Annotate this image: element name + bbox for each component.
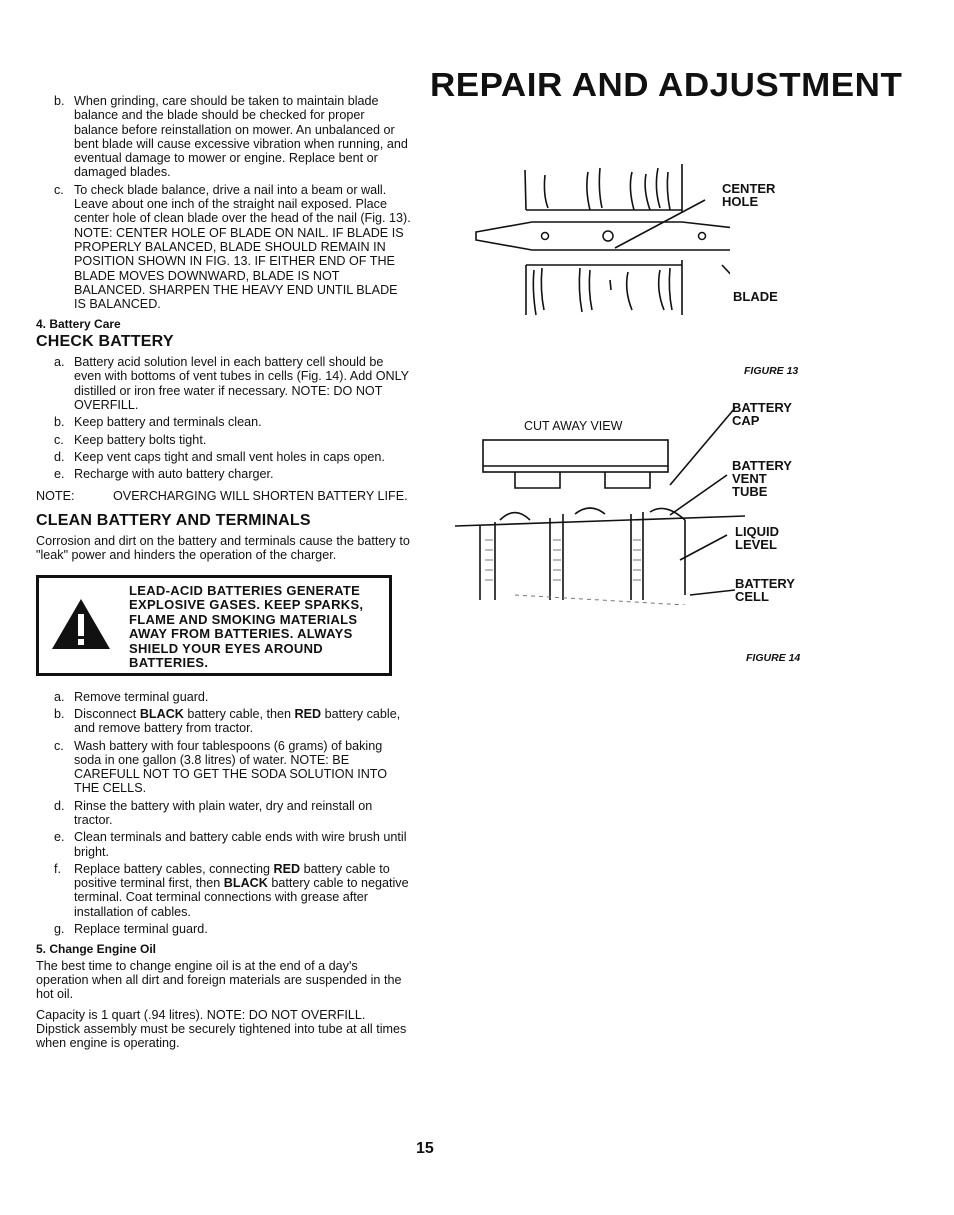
list-marker: b.: [54, 706, 65, 721]
list-text: Keep battery and terminals clean.: [74, 415, 262, 430]
figure-13-blade-diagram: [470, 160, 730, 320]
list-text: Clean terminals and battery cable ends with wire brush until bright.: [74, 830, 407, 859]
page-title: REPAIR AND ADJUSTMENT: [430, 66, 903, 103]
list-item: [54, 467, 412, 481]
oil-paragraph-2: Capacity is 1 quart (.94 litres). NOTE: DO NOT OVERFILL. Dipstick assembly must be securely tightened into tube at all times when engine is operating.: [36, 1007, 407, 1051]
figure-13-caption: FIGURE 13: [744, 365, 799, 377]
list-marker: b.: [54, 415, 65, 430]
list-marker: c.: [54, 432, 64, 447]
liquid-level-label: LIQUID LEVEL: [735, 524, 780, 552]
warning-box: [36, 575, 392, 676]
list-item: [54, 450, 412, 464]
list-marker: g.: [54, 922, 65, 937]
list-item: [54, 799, 412, 828]
list-marker: b.: [54, 94, 65, 108]
note-label: NOTE:: [36, 489, 75, 504]
list-text: Replace battery cables, connecting RED battery cable to positive terminal first, then BLACK battery cable to negative terminal. Coat terminal connections with grease after installation of cables.: [74, 861, 409, 919]
warning-triangle-icon: [51, 598, 111, 650]
list-marker: d.: [54, 449, 65, 464]
list-item: [54, 707, 412, 736]
list-item: [54, 830, 412, 859]
blade-label: BLADE: [733, 289, 778, 304]
list-text: Battery acid solution level in each battery cell should be even with bottoms of vent tubes in cells (Fig. 14). Add ONLY distilled or iron free water if necessary. NOTE: DO NOT OVERFILL.: [74, 355, 409, 412]
list-text: Wash battery with four tablespoons (6 grams) of baking soda in one gallon (3.8 litres) of water. NOTE: BE CAREFULL NOT TO GET THE SODA SOLUTION INTO THE CELLS.: [74, 738, 388, 796]
list-marker: e.: [54, 467, 65, 482]
check-battery-heading: CHECK BATTERY: [36, 332, 174, 350]
list-text: Replace terminal guard.: [74, 922, 208, 937]
list-marker: c.: [54, 738, 64, 753]
list-item: [54, 922, 412, 936]
list-marker: a.: [54, 689, 65, 704]
list-item: [54, 183, 412, 312]
list-text: Rinse the battery with plain water, dry and reinstall on tractor.: [74, 798, 373, 827]
list-text: Keep battery bolts tight.: [74, 432, 207, 447]
page-number: 15: [416, 1140, 434, 1157]
list-item: [54, 862, 412, 919]
note-text: OVERCHARGING WILL SHORTEN BATTERY LIFE.: [113, 489, 408, 504]
cut-away-view-label: CUT AWAY VIEW: [524, 419, 623, 433]
clean-battery-intro: Corrosion and dirt on the battery and terminals cause the battery to "leak" power and hinders the operation of the charger.: [36, 534, 410, 563]
list-marker: e.: [54, 830, 65, 845]
list-text: Recharge with auto battery charger.: [74, 467, 274, 482]
figure-14-caption: FIGURE 14: [746, 652, 801, 664]
list-text: When grinding, care should be taken to maintain blade balance and the blade should be checked for proper balance before reinstallation on mower. An unbalanced or bent blade will cause excessive vibration when running, and eventual damage to mower or engine. Replace bent or damaged blades.: [74, 94, 408, 180]
change-oil-heading: 5. Change Engine Oil: [36, 942, 157, 957]
list-item: [54, 739, 412, 796]
list-item: [54, 94, 412, 180]
clean-battery-heading: CLEAN BATTERY AND TERMINALS: [36, 511, 311, 529]
list-item: [54, 355, 412, 412]
list-item: [54, 690, 412, 704]
list-text: Keep vent caps tight and small vent holes in caps open.: [74, 449, 385, 464]
battery-cell-label: BATTERY CELL: [735, 576, 795, 604]
list-text: Remove terminal guard.: [74, 689, 209, 704]
list-marker: d.: [54, 798, 65, 813]
battery-cap-label: BATTERY CAP: [732, 400, 792, 428]
blade-items: [36, 94, 412, 311]
warning-text: LEAD-ACID BATTERIES GENERATE EXPLOSIVE GASES. KEEP SPARKS, FLAME AND SMOKING MATERIALS AWAY FROM BATTERIES. ALWAYS SHIELD YOUR EYES AROUND BATTERIES.: [129, 582, 364, 671]
figure-14-battery-diagram: [455, 400, 745, 605]
list-marker: c.: [54, 182, 64, 197]
check-battery-list: [36, 355, 412, 481]
battery-vent-tube-label: BATTERY VENT TUBE: [732, 458, 792, 499]
battery-care-heading: 4. Battery Care: [36, 317, 121, 332]
overcharge-note: [36, 489, 412, 503]
list-marker: a.: [54, 355, 65, 370]
list-item: [54, 415, 412, 429]
list-item: [54, 433, 412, 447]
list-text: To check blade balance, drive a nail into a beam or wall. Leave about one inch of the straight nail exposed. Place center hole of clean blade over the head of the nail (Fig. 13). NOTE: CENTER HOLE OF BLADE ON NAIL. IF BLADE IS PROPERLY BALANCED, BLADE SHOULD REMAIN IN POSITION SHOWN IN FIG. 13. IF EITHER END OF THE BLADE MOVES DOWNWARD, BLADE IS NOT BALANCED. SHARPEN THE HEAVY END UNTIL BLADE IS BALANCED.: [74, 182, 411, 312]
list-marker: f.: [54, 861, 61, 876]
text-column: [36, 94, 412, 1056]
oil-paragraph-1: The best time to change engine oil is at the end of a day's operation when all dirt and foreign materials are suspended in the hot oil.: [36, 958, 402, 1002]
center-hole-label: CENTER HOLE: [722, 181, 776, 209]
clean-battery-steps: [36, 690, 412, 937]
list-text: Disconnect BLACK battery cable, then RED battery cable, and remove battery from tractor.: [74, 706, 401, 736]
